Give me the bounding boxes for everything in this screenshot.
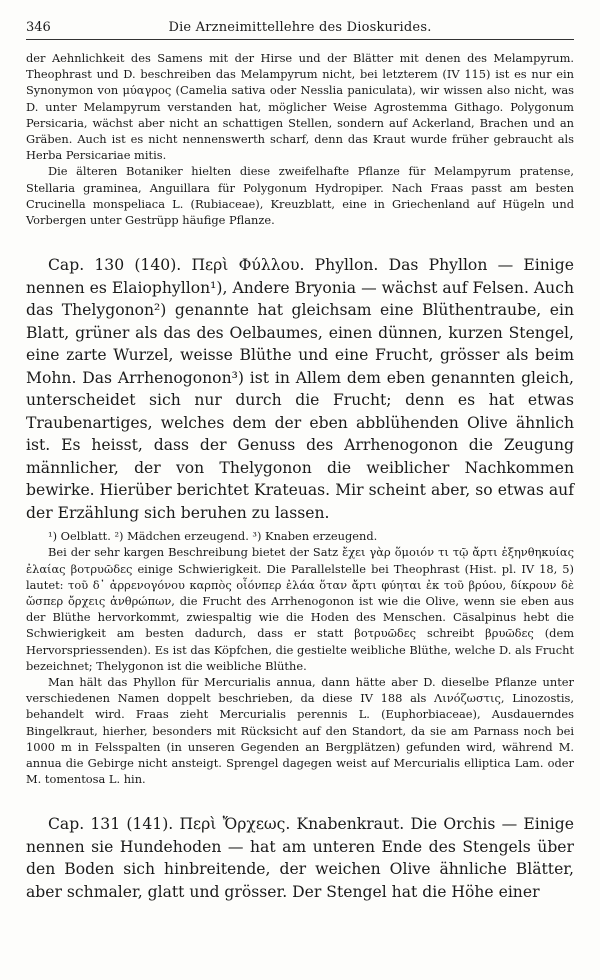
running-header — [26, 20, 574, 40]
chapter-131-text: Cap. 131 (141). Περὶ Ὄρχεως. Knabenkraut. Die Orchis — Einige nennen sie Hundehoden — hat am unteren Ende des Stengels über den Boden sich hinbreitende, der weichen Olive ähnliche Blätter, aber schmaler, glatt und grösser. Der Stengel hat die Höhe einer — [26, 815, 574, 901]
running-title: Die Arzneimittellehre des Dioskurides. — [168, 20, 432, 35]
page-number: 346 — [26, 20, 51, 35]
chapter-131 — [26, 813, 574, 903]
chapter-130-text: Cap. 130 (140). Περὶ Φύλλου. Phyllon. Das Phyllon — Einige nennen es Elaiophyllon¹), Andere Bryonia — wächst auf Felsen. Auch das Thelygonon²) genannte hat gleichsam eine Blüthentraube, ein Blatt, grüner als das des Oelbaumes, einen dünnen, kurzen Stengel, eine zarte Wurzel, weisse Blüthe und eine Frucht, grösser als beim Mohn. Das Arrhenogonon³) ist in Allem dem eben genannten gleich, unterscheidet sich nur durch die Frucht; denn es hat etwas Traubenartiges, welches dem der eben abblühenden Olive ähnlich ist. Es heisst, dass der Genuss des Arrhenogonon die Zeugung männlicher, der von Thelygonon die weiblicher Nachkommen bewirke. Hierüber berichtet Krateuas. Mir scheint aber, so etwas auf der Erzählung sich beruhen zu lassen. — [26, 256, 574, 522]
commentary-paragraph-2: Man hält das Phyllon für Mercurialis annua, dann hätte aber D. dieselbe Pflanze unter verschiedenen Namen doppelt beschrieben, da diese IV 188 als Λινόζωστις, Linozostis, behandelt wird. Fraas zieht Mercurialis perennis L. (Euphorbiaceae), Ausdauerndes Bingelkraut, hierher, besonders mit Rücksicht auf den Standort, da sie am Parnass noch bei 1000 m in Felsspalten (in unseren Gegenden an Bergplätzen) gefunden wird, während M. annua die Gebirge nicht ansteigt. Sprengel dagegen weist auf Mercurialis elliptica Lam. oder M. tomentosa L. hin. — [26, 675, 574, 787]
chapter-130 — [26, 254, 574, 524]
chapter-130-notes — [26, 528, 574, 787]
intro-section — [26, 50, 574, 228]
intro-paragraph-1: der Aehnlichkeit des Samens mit der Hirse und der Blätter mit denen des Melampyrum. Theophrast und D. beschreiben das Melampyrum nicht, bei letzterem (IV 115) ist es nur ein Synonymon von μύαγρος (Camelia sativa oder Nesslia paniculata), wir wissen also nicht, was D. unter Melampyrum verstanden hat, möglicher Weise Agrostemma Githago. Polygonum Persicaria, wächst aber nicht an schattigen Stellen, sondern auf Ackerland, Brachen und an Gräben. Auch ist es nicht nennenswerth scharf, denn das Kraut wurde früher gebraucht als Herba Persicariae mitis. — [26, 51, 574, 163]
intro-paragraph-2: Die älteren Botaniker hielten diese zweifelhafte Pflanze für Melampyrum pratense, Stellaria graminea, Anguillara für Polygonum Hydropiper. Nach Fraas passt am besten Crucinella monspeliaca L. (Rubiaceae), Kreuzblatt, eine in Griechenland auf Hügeln und Vorbergen unter Gestrüpp häufige Pflanze. — [26, 164, 574, 228]
commentary-paragraph-1: Bei der sehr kargen Beschreibung bietet der Satz ἔχει γὰρ ὅμοιόν τι τῷ ἄρτι ἐξηνθηκυίας ἐλαίας βοτρυῶδες einige Schwierigkeit. Die Parallelstelle bei Theophrast (Hist. pl. IV 18, 5) lautet: τοῦ δ᾽ ἀρρενογόνου καρπὸς οἷόνπερ ἐλάα ὅταν ἄρτι φύηται ἐκ τοῦ βρύου, δίκρουν δὲ ὥσπερ ὄρχεις ἀνθρώπων, die Frucht des Arrhenogonon ist wie die Olive, wenn sie eben aus der Blüthe hervorkommt, zwiespaltig wie die Hoden des Menschen. Cäsalpinus hebt die Schwierigkeit am besten dadurch, dass er statt βοτρυῶδες schreibt βρυῶδες (dem Hervorspriessenden). Es ist das Köpfchen, die gestielte weibliche Blüthe, welche D. als Frucht bezeichnet; Thelygonon ist die weibliche Blüthe. — [26, 545, 574, 673]
footnote-list: ¹) Oelblatt. ²) Mädchen erzeugend. ³) Knaben erzeugend. — [48, 529, 378, 544]
